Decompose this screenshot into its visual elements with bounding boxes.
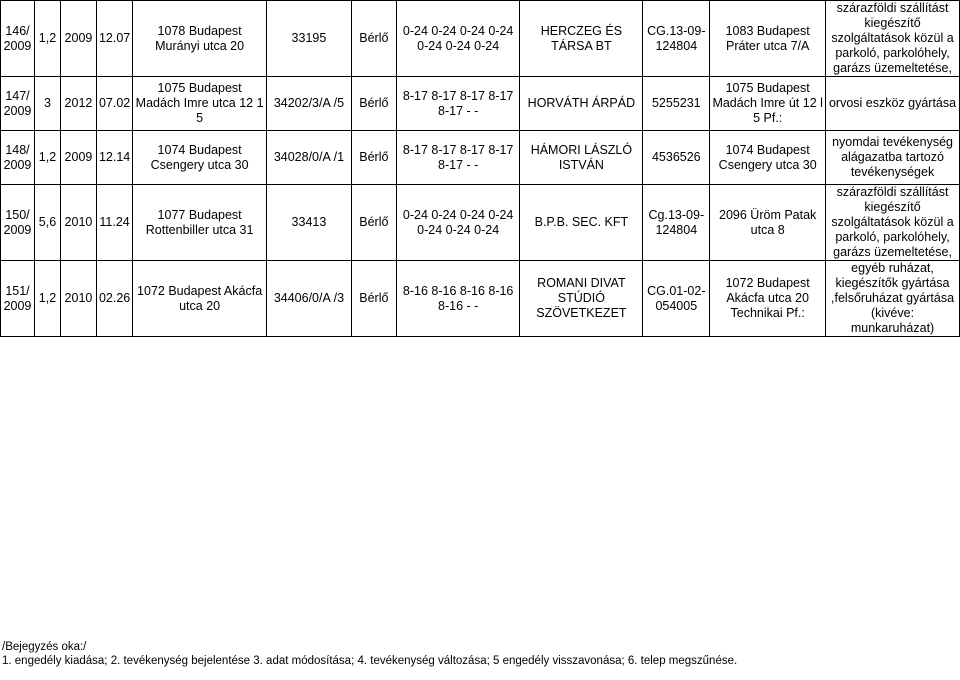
footer	[2, 640, 737, 668]
date-cell: 12.07	[96, 1, 132, 77]
table-row	[1, 1, 960, 77]
operator-seat-cell: 1072 Budapest Akácfa utca 20 Technikai Pf.:	[710, 261, 826, 337]
footer-legend: 1. engedély kiadása; 2. tevékenység bejelentése 3. adat módosítása; 4. tevékenység változása; 5 engedély visszavonása; 6. telep megszűnése.	[2, 655, 738, 667]
activity-cell: szárazföldi szállítást kiegészítő szolgáltatások közül a parkoló, parkolóhely, garázs üzemeltetése,	[826, 185, 960, 261]
parcel-number-cell: 34202/3/A /5	[266, 77, 351, 131]
opening-hours-cell: 8-17 8-17 8-17 8-17 8-17 - -	[396, 131, 520, 185]
notice-reason-cell: 3	[34, 77, 60, 131]
footer-title: /Bejegyzés oka:/	[2, 641, 87, 653]
notice-reason-cell: 5,6	[34, 185, 60, 261]
parcel-number-cell: 34028/0/A /1	[266, 131, 351, 185]
tenure-status-cell: Bérlő	[351, 185, 396, 261]
date-cell: 02.26	[96, 261, 132, 337]
tenure-status-cell: Bérlő	[351, 131, 396, 185]
tenure-status-cell: Bérlő	[351, 1, 396, 77]
row-id-number: 147/	[5, 88, 30, 103]
activity-cell: orvosi eszköz gyártása	[826, 77, 960, 131]
row-id-number: 148/	[5, 142, 30, 157]
registry-table	[0, 0, 960, 337]
row-id-year: 2009	[3, 38, 32, 53]
notice-reason-cell: 1,2	[34, 261, 60, 337]
operator-seat-cell: 1074 Budapest Csengery utca 30	[710, 131, 826, 185]
parcel-number-cell: 33413	[266, 185, 351, 261]
registration-number-cell: Cg.13-09-124804	[643, 185, 710, 261]
year-cell: 2009	[60, 131, 96, 185]
opening-hours-cell: 0-24 0-24 0-24 0-24 0-24 0-24 0-24	[396, 1, 520, 77]
table-row	[1, 131, 960, 185]
registration-number-cell: CG.13-09-124804	[643, 1, 710, 77]
opening-hours-cell: 8-16 8-16 8-16 8-16 8-16 - -	[396, 261, 520, 337]
table-row	[1, 77, 960, 131]
row-id-number: 146/	[5, 23, 30, 38]
year-cell: 2010	[60, 185, 96, 261]
activity-cell: egyéb ruházat, kiegészítők gyártása ,felsőruházat gyártása (kivéve: munkaruházat)	[826, 261, 960, 337]
address-cell: 1074 Budapest Csengery utca 30	[133, 131, 267, 185]
parcel-number-cell: 33195	[266, 1, 351, 77]
year-cell: 2012	[60, 77, 96, 131]
row-id-cell	[1, 261, 35, 337]
table-row	[1, 261, 960, 337]
registration-number-cell: 5255231	[643, 77, 710, 131]
address-cell: 1078 Budapest Murányi utca 20	[133, 1, 267, 77]
opening-hours-cell: 0-24 0-24 0-24 0-24 0-24 0-24 0-24	[396, 185, 520, 261]
operator-name-cell: HERCZEG ÉS TÁRSA BT	[520, 1, 643, 77]
notice-reason-cell: 1,2	[34, 1, 60, 77]
address-cell: 1072 Budapest Akácfa utca 20	[133, 261, 267, 337]
operator-name-cell: B.P.B. SEC. KFT	[520, 185, 643, 261]
row-id-year: 2009	[3, 222, 32, 237]
operator-seat-cell: 1075 Budapest Madách Imre út 12 l 5 Pf.:	[710, 77, 826, 131]
notice-reason-cell: 1,2	[34, 131, 60, 185]
activity-cell: szárazföldi szállítást kiegészítő szolgáltatások közül a parkoló, parkolóhely, garázs üzemeltetése,	[826, 1, 960, 77]
operator-name-cell: ROMANI DIVAT STÚDIÓ SZÖVETKEZET	[520, 261, 643, 337]
year-cell: 2010	[60, 261, 96, 337]
parcel-number-cell: 34406/0/A /3	[266, 261, 351, 337]
operator-seat-cell: 1083 Budapest Práter utca 7/A	[710, 1, 826, 77]
row-id-cell	[1, 185, 35, 261]
operator-name-cell: HORVÁTH ÁRPÁD	[520, 77, 643, 131]
row-id-number: 151/	[5, 283, 30, 298]
row-id-year: 2009	[3, 298, 32, 313]
registration-number-cell: 4536526	[643, 131, 710, 185]
tenure-status-cell: Bérlő	[351, 261, 396, 337]
tenure-status-cell: Bérlő	[351, 77, 396, 131]
row-id-year: 2009	[3, 157, 32, 172]
opening-hours-cell: 8-17 8-17 8-17 8-17 8-17 - -	[396, 77, 520, 131]
operator-seat-cell: 2096 Üröm Patak utca 8	[710, 185, 826, 261]
activity-cell: nyomdai tevékenység alágazatba tartozó tevékenységek	[826, 131, 960, 185]
address-cell: 1075 Budapest Madách Imre utca 12 1 5	[133, 77, 267, 131]
address-cell: 1077 Budapest Rottenbiller utca 31	[133, 185, 267, 261]
date-cell: 12.14	[96, 131, 132, 185]
date-cell: 07.02	[96, 77, 132, 131]
year-cell: 2009	[60, 1, 96, 77]
operator-name-cell: HÁMORI LÁSZLÓ ISTVÁN	[520, 131, 643, 185]
date-cell: 11.24	[96, 185, 132, 261]
row-id-year: 2009	[3, 103, 32, 118]
row-id-cell	[1, 77, 35, 131]
table-row	[1, 185, 960, 261]
row-id-cell	[1, 131, 35, 185]
row-id-number: 150/	[5, 207, 30, 222]
row-id-cell	[1, 1, 35, 77]
registration-number-cell: CG.01-02-054005	[643, 261, 710, 337]
